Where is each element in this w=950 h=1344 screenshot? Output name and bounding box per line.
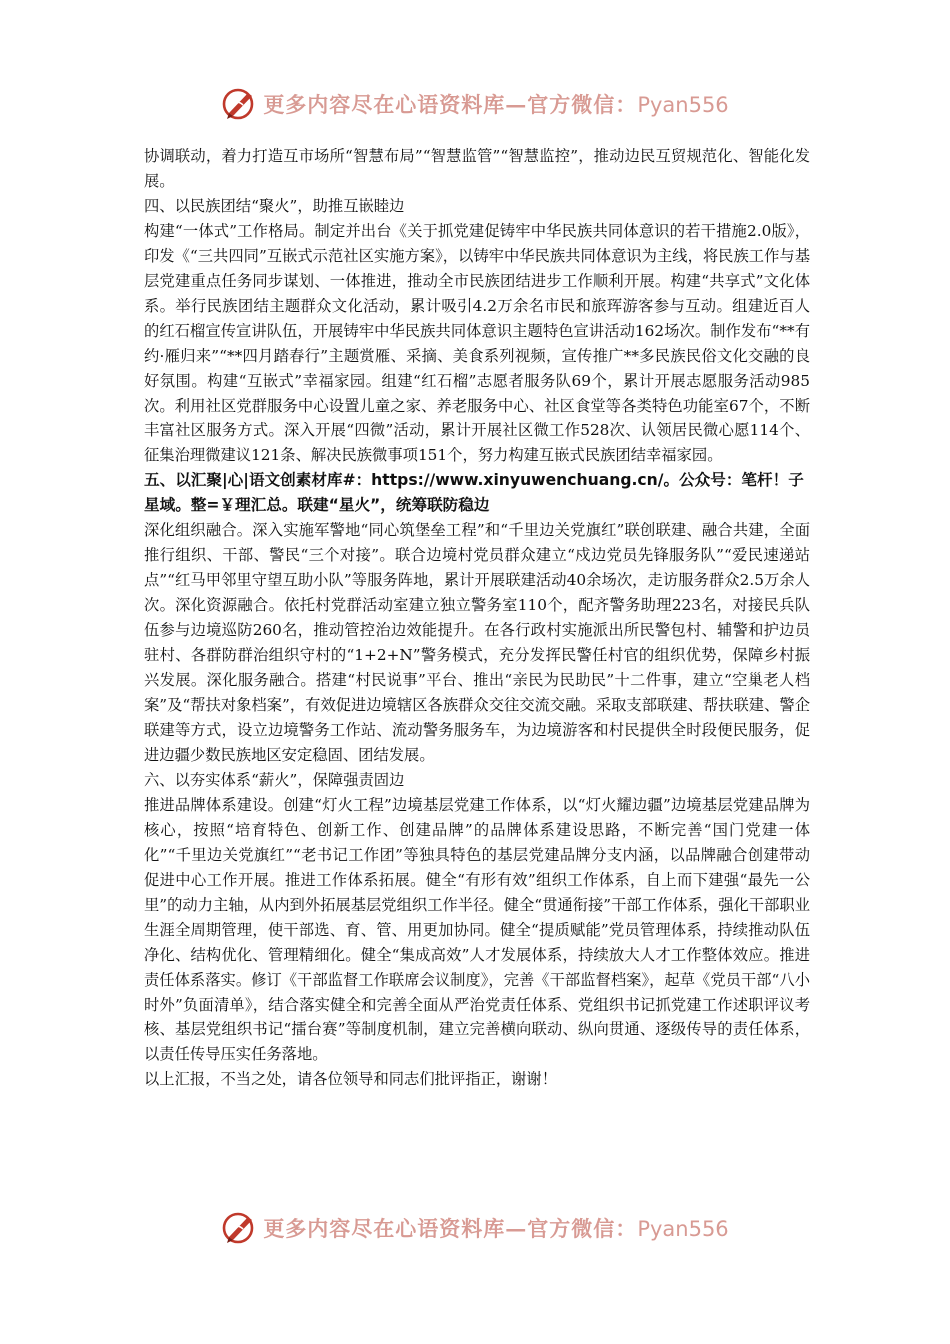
closing-remark: 以上汇报，不当之处，请各位领导和同志们批评指正，谢谢！ — [144, 1070, 558, 1089]
watermark-text: 更多内容尽在心语资料库—官方微信： — [263, 92, 638, 117]
paragraph-section-5: 深化组织融合。深入实施军警地“同心筑堡垒工程”和“千里边关党旗红”联创联建、融合共建，全面推行组织、干部、警民“三个对接”。联合边境村党员群众建立“戍边党员先锋服务队”“爱民速递站点”“红马甲邻里守望互助小队”等服务阵地，累计开展联建活动40余场次，走访服务群众2.5万余人次。深化资源融合。依托村党群活动室建立独立警务室110个，配齐警务助理223名，对接民兵队伍参与边境巡防260名，推动管控治边效能提升。在各行政村实施派出所民警包村、辅警和护边员驻村、各群防群治组织守村的“1+2+N”警务模式，充分发挥民警任村官的组织优势，保障乡村振兴发展。深化服务融合。搭建“村民说事”平台、推出“亲民为民助民”十二件事，建立“空巢老人档案”及“帮扶对象档案”，有效促进边境辖区各族群众交往交流交融。采取支部联建、帮扶联建、警企联建等方式，设立边境警务工作站、流动警务服务车，为边境游客和村民提供全时段便民服务，促进边疆少数民族地区安定稳固、团结发展。 — [144, 521, 810, 764]
section-heading-6: 六、以夯实体系“薪火”，保障强责固边 — [144, 770, 405, 789]
pen-logo-icon — [221, 1210, 257, 1246]
document-body — [144, 144, 810, 1092]
watermark-wechat-id: Pyan556 — [637, 93, 729, 117]
paragraph-continuation: 协调联动，着力打造互市场所“智慧布局”“智慧监管”“智慧监控”，推动边民互贸规范化、智能化发展。 — [144, 147, 810, 190]
pen-logo-icon — [221, 86, 257, 122]
watermark-text: 更多内容尽在心语资料库—官方微信： — [263, 1216, 638, 1241]
watermark-wechat-id: Pyan556 — [637, 1217, 729, 1241]
section-heading-4: 四、以民族团结“聚火”，助推互嵌睦边 — [144, 196, 405, 215]
paragraph-section-6: 推进品牌体系建设。创建“灯火工程”边境基层党建工作体系，以“灯火耀边疆”边境基层党建品牌为核心，按照“培育特色、创新工作、创建品牌”的品牌体系建设思路，不断完善“国门党建一体化”“千里边关党旗红”“老书记工作团”等独具特色的基层党建品牌分支内涵，以品牌融合创建带动促进中心工作开展。推进工作体系拓展。健全“有形有效”组织工作体系，自上而下建强“最先一公里”的动力主轴，从内到外拓展基层党组织工作半径。健全“贯通衔接”干部工作体系，强化干部职业生涯全周期管理，使干部选、育、管、用更加协同。健全“提质赋能”党员管理体系，持续推动队伍净化、结构优化、管理精细化。健全“集成高效”人才发展体系，持续放大人才工作整体效应。推进责任体系落实。修订《干部监督工作联席会议制度》，完善《干部监督档案》，起草《党员干部“八小时外”负面清单》，结合落实健全和完善全面从严治党责任体系、党组织书记抓党建工作述职评议考核、基层党组织书记“擂台赛”等制度机制，建立完善横向联动、纵向贯通、逐级传导的责任体系，以责任传导压实任务落地。 — [144, 795, 810, 1064]
watermark-footer — [0, 1208, 950, 1248]
section-heading-5: 五、以汇聚|心|语文创素材库#：https://www.xinyuwenchuang.cn/。公众号：笔杆！子星域。整=￥理汇总。联建“星火”，统筹联防稳边 — [144, 471, 804, 515]
watermark-header — [0, 84, 950, 124]
paragraph-section-4: 构建“一体式”工作格局。制定并出台《关于抓党建促铸牢中华民族共同体意识的若干措施2.0版》，印发《“三共四同”互嵌式示范社区实施方案》，以铸牢中华民族共同体意识为主线，将民族工作与基层党建重点任务同步谋划、一体推进，推动全市民族团结进步工作顺利开展。构建“共享式”文化体系。举行民族团结主题群众文化活动，累计吸引4.2万余名市民和旅珲游客参与互动。组建近百人的红石榴宣传宣讲队伍，开展铸牢中华民族共同体意识主题特色宣讲活动162场次。制作发布“**有约·雁归来”“**四月踏春行”主题赏雁、采摘、美食系列视频，宣传推广**多民族民俗文化交融的良好氛围。构建“互嵌式”幸福家园。组建“红石榴”志愿者服务队69个，累计开展志愿服务活动985次。利用社区党群服务中心设置儿童之家、养老服务中心、社区食堂等各类特色功能室67个，不断丰富社区服务方式。深入开展“四微”活动，累计开展社区微工作528次、认领居民微心愿114个、征集治理微建议121条、解决民族微事项151个，努力构建互嵌式民族团结幸福家园。 — [144, 221, 810, 465]
